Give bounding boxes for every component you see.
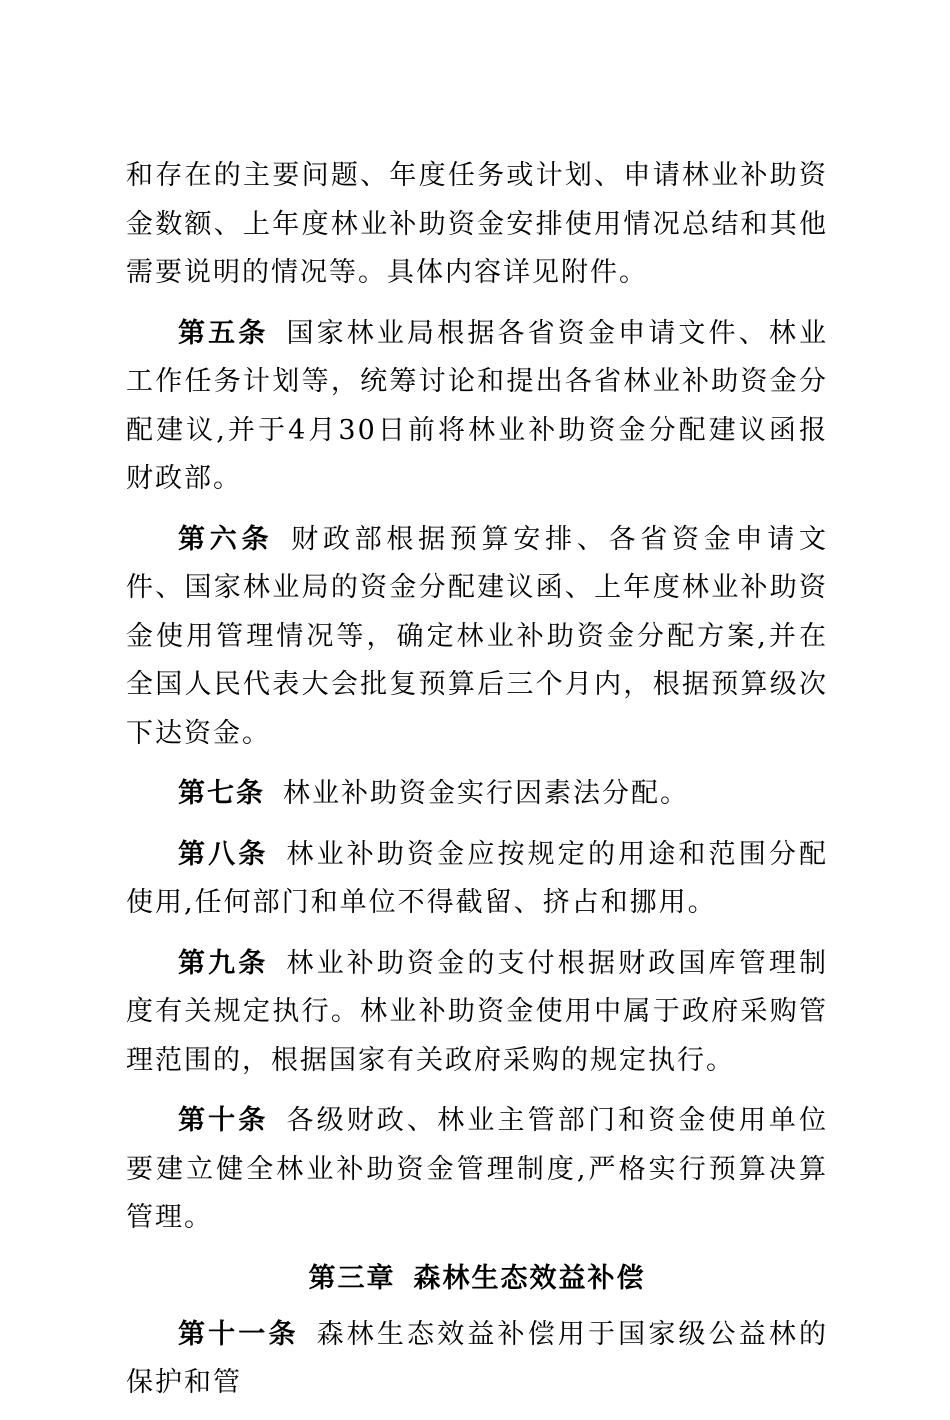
paragraph-continuation: 和存在的主要问题、年度任务或计划、申请林业补助资金数额、上年度林业补助资金安排使用情况总结和其他需要说明的情况等。具体内容详见附件。 xyxy=(126,160,828,288)
article-label: 第五条 xyxy=(178,317,269,349)
article-text: 林业补助资金的支付根据财政国库管理制度有关规定执行。林业补助资金使用中属于政府采购管理范围的，根据国家有关政府采购的规定执行。 xyxy=(126,947,829,1076)
chapter-number: 第三章 xyxy=(308,1262,396,1294)
article-8 xyxy=(126,831,828,928)
chapter-heading xyxy=(126,1255,828,1303)
article-text: 林业补助资金实行因素法分配。 xyxy=(283,778,689,809)
article-text: 森林生态效益补偿用于国家级公益林的保护和管 xyxy=(126,1318,829,1398)
article-label: 第九条 xyxy=(178,947,269,979)
article-label: 第十条 xyxy=(178,1105,269,1136)
article-11 xyxy=(126,1311,828,1408)
article-text: 林业补助资金应按规定的用途和范围分配使用,任何部门和单位不得截留、挤占和挪用。 xyxy=(126,838,829,918)
article-label: 第七条 xyxy=(178,778,265,809)
article-label: 第八条 xyxy=(178,838,269,870)
article-label: 第十一条 xyxy=(178,1318,299,1350)
article-10 xyxy=(126,1097,828,1243)
document-body xyxy=(126,152,828,1420)
article-5 xyxy=(126,310,828,504)
article-9 xyxy=(126,940,828,1086)
chapter-title: 森林生态效益补偿 xyxy=(413,1262,646,1294)
article-text: 国家林业局根据各省资金申请文件、林业工作任务计划等，统筹讨论和提出各省林业补助资金分配建议,并于4月30日前将林业补助资金分配建议函报财政部。 xyxy=(126,317,829,494)
article-text: 各级财政、林业主管部门和资金使用单位要建立健全林业补助资金管理制度,严格实行预算决算管理。 xyxy=(126,1105,829,1233)
article-text: 财政部根据预算安排、各省资金申请文件、国家林业局的资金分配建议函、上年度林业补助资金使用管理情况等，确定林业补助资金分配方案,并在全国人民代表大会批复预算后三个月内，根据预算级次下达资金。 xyxy=(126,523,829,749)
article-6 xyxy=(126,516,828,759)
article-label: 第六条 xyxy=(178,523,274,555)
article-7 xyxy=(126,770,828,819)
